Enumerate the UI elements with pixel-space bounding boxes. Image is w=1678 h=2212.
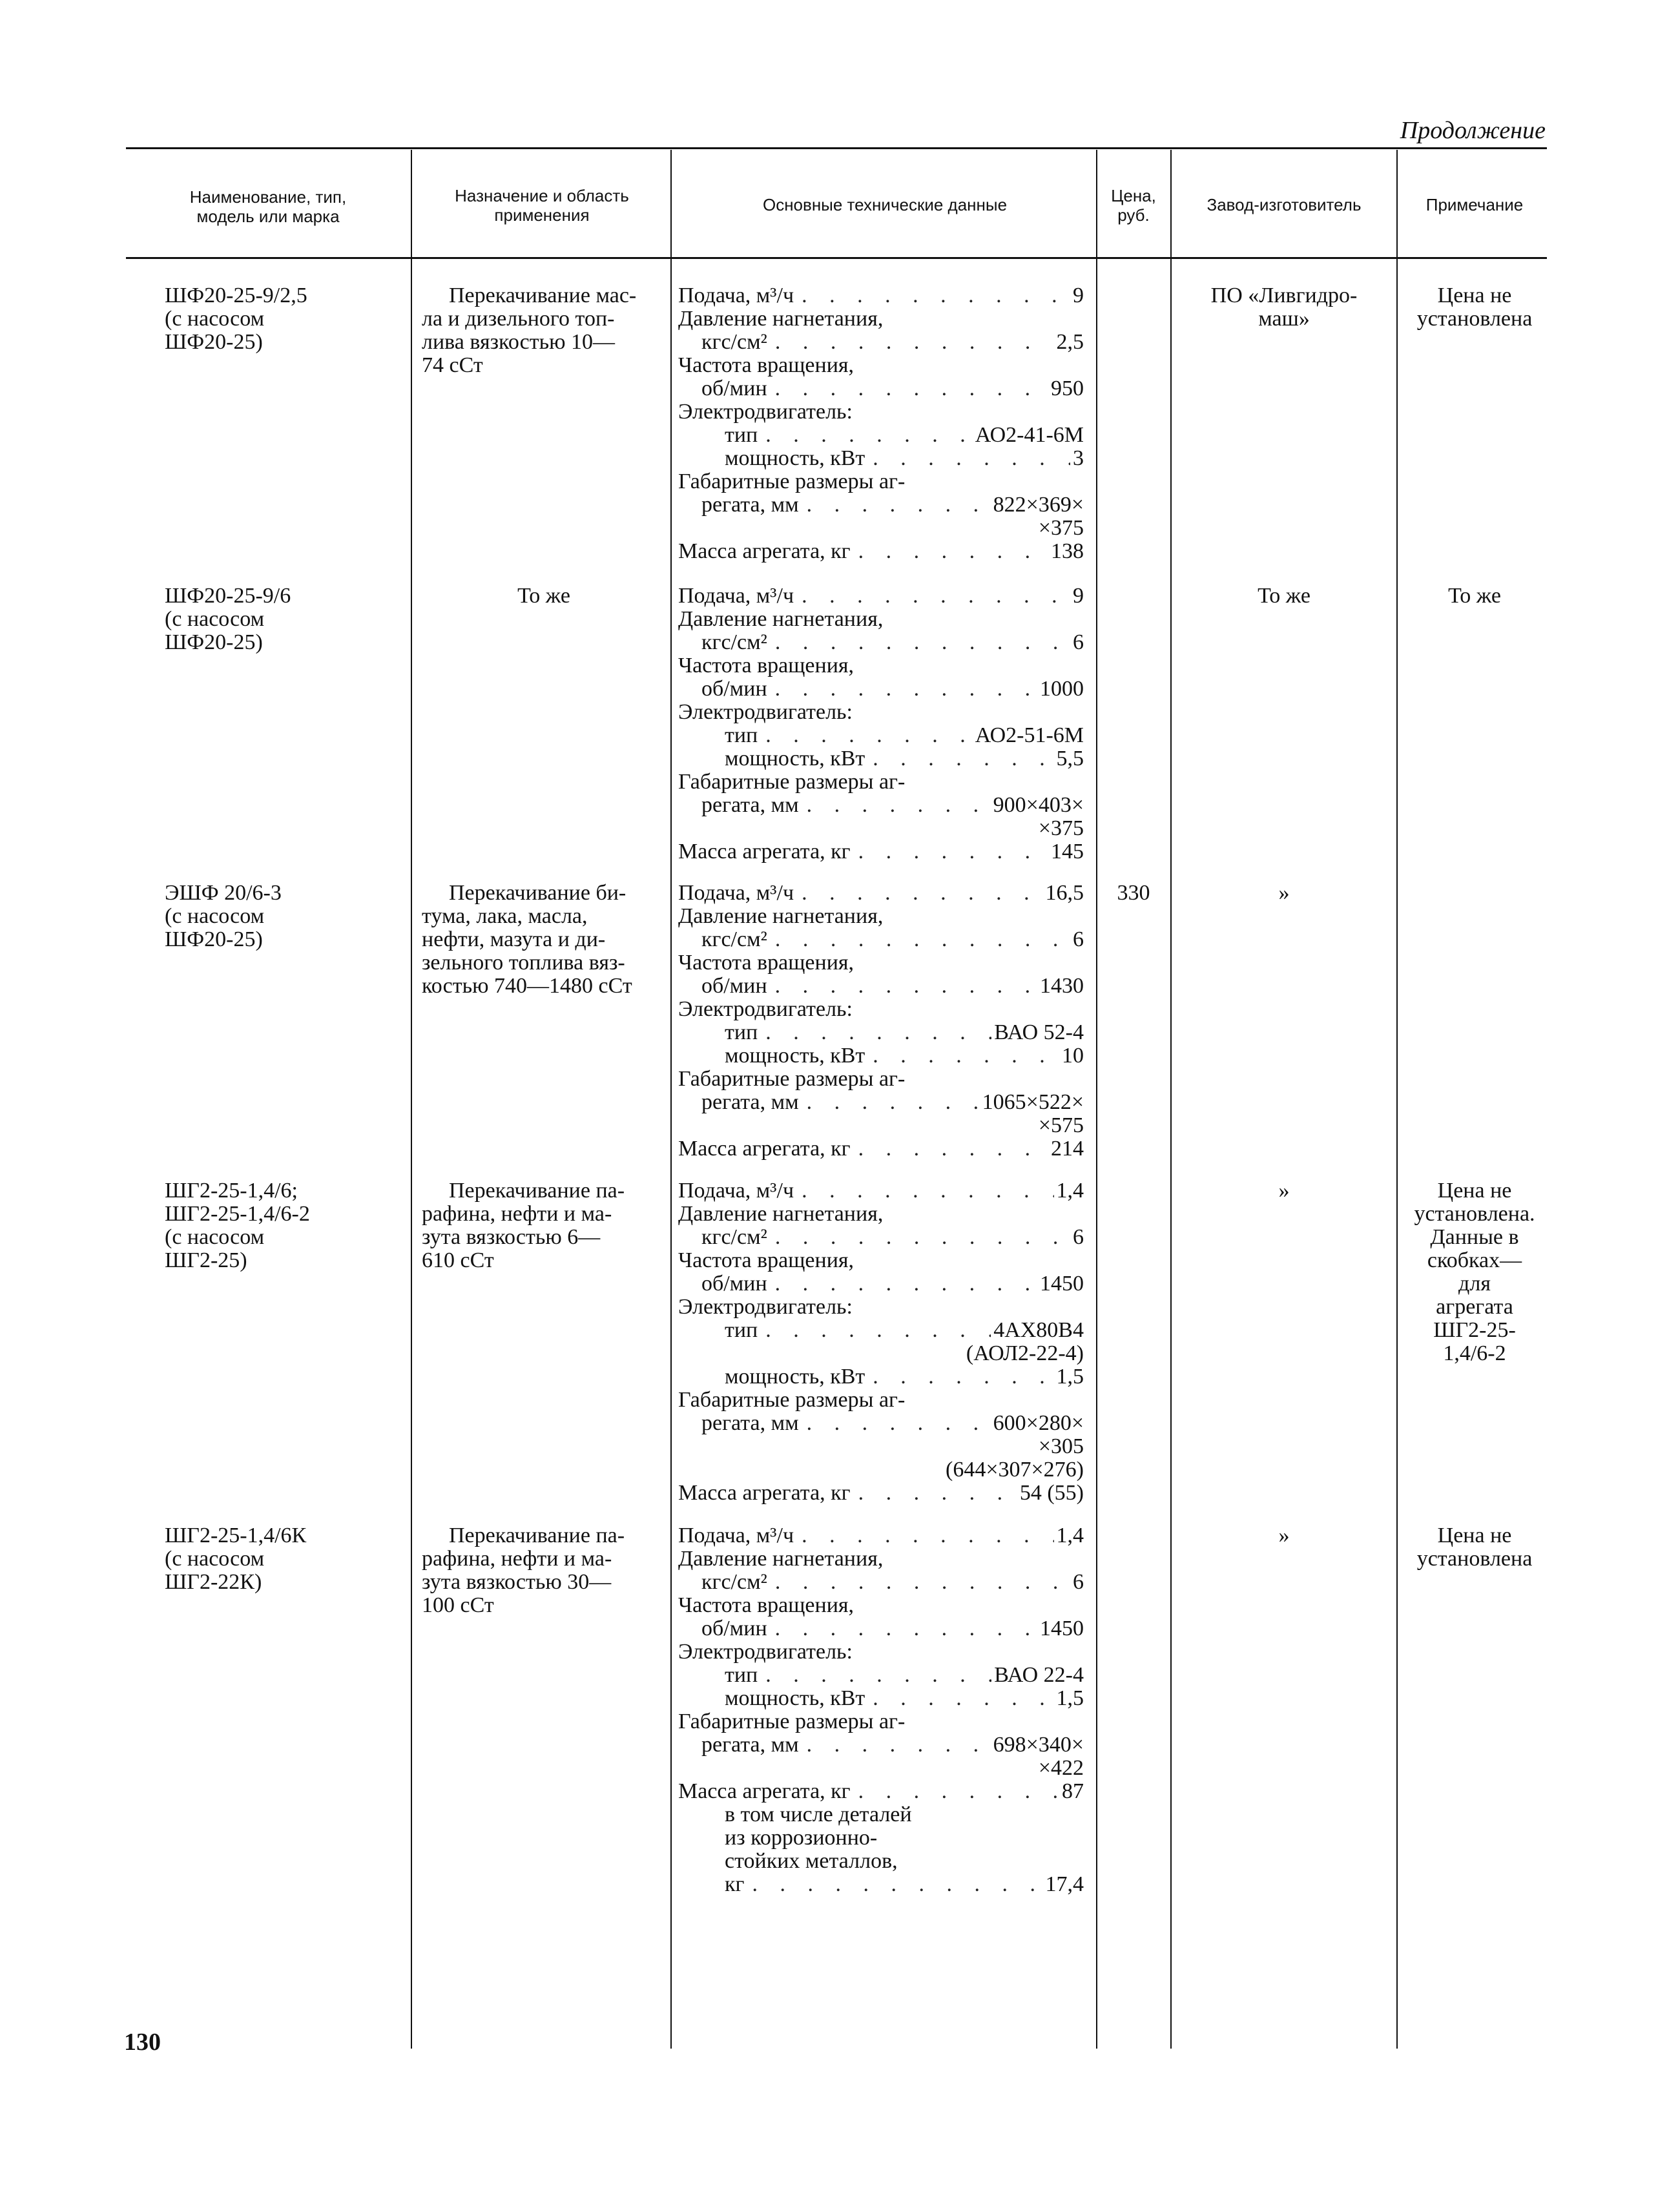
spec-value: 145 xyxy=(1051,840,1084,863)
spec-heading: Габаритные размеры аг- xyxy=(678,1710,906,1733)
manufacturer-line: » xyxy=(1278,1179,1290,1203)
header-rule xyxy=(126,257,1547,259)
spec-value: 698×340× xyxy=(993,1733,1084,1757)
spec-leader-dots xyxy=(799,493,991,517)
spec-row xyxy=(678,1571,1084,1594)
spec-row xyxy=(678,1524,1084,1547)
note-line: Данные в xyxy=(1430,1225,1519,1249)
spec-continuation: (644×307×276) xyxy=(946,1458,1084,1482)
spec-leader-dots xyxy=(767,1272,1037,1296)
spec-row xyxy=(678,631,1084,654)
spec-leader-dots xyxy=(767,631,1070,654)
spec-label: Подача, м³/ч xyxy=(678,584,794,608)
header-name-line: модель или марка xyxy=(196,207,340,226)
product-name-line: ШГ2-25) xyxy=(165,1248,247,1272)
purpose-line: рафина, нефти и ма- xyxy=(422,1202,612,1226)
spec-label: кг xyxy=(725,1872,745,1896)
header-purpose-line: применения xyxy=(494,205,590,225)
note-line: 1,4/6-2 xyxy=(1443,1341,1506,1365)
product-name-line: ЭШФ 20/6-3 xyxy=(165,881,282,905)
purpose-line: Перекачивание мас- xyxy=(449,284,637,307)
spec-leader-dots xyxy=(799,794,991,817)
spec-heading: Габаритные размеры аг- xyxy=(678,1388,906,1412)
purpose-line: зельного топлива вяз- xyxy=(422,951,625,975)
spec-value: 900×403× xyxy=(993,793,1084,817)
spec-row xyxy=(678,1780,1084,1803)
spec-leader-dots xyxy=(794,1524,1053,1547)
spec-leader-dots xyxy=(767,377,1048,400)
spec-row xyxy=(678,794,1084,817)
spec-leader-dots xyxy=(851,1780,1059,1803)
spec-value: 2,5 xyxy=(1056,330,1084,354)
spec-label: регата, мм xyxy=(701,1411,799,1435)
spec-label: Масса агрегата, кг xyxy=(678,1779,851,1803)
header-specs xyxy=(678,195,1092,214)
purpose-line: 100 сСт xyxy=(422,1593,494,1617)
note-line: То же xyxy=(1448,584,1501,608)
header-purpose xyxy=(417,186,667,225)
col-divider-4 xyxy=(1170,150,1172,2049)
spec-heading: Электродвигатель: xyxy=(678,1295,853,1319)
spec-value: 16,5 xyxy=(1045,881,1084,905)
spec-value: 1,5 xyxy=(1056,1686,1084,1710)
spec-label: регата, мм xyxy=(701,493,799,517)
spec-label: мощность, кВт xyxy=(725,1365,865,1389)
purpose-line: лива вязкостью 10— xyxy=(422,330,616,354)
spec-label: мощность, кВт xyxy=(725,1686,865,1710)
header-name-line: Наименование, тип, xyxy=(189,187,347,207)
spec-label: кгс/см² xyxy=(701,330,767,354)
spec-value: 17,4 xyxy=(1045,1872,1084,1896)
spec-leader-dots xyxy=(799,1412,991,1435)
spec-row xyxy=(678,584,1084,608)
spec-leader-dots xyxy=(767,928,1070,951)
col-divider-1 xyxy=(411,150,412,2049)
manufacturer xyxy=(1174,584,1394,608)
spec-row xyxy=(678,1412,1084,1435)
spec-heading: Давление нагнетания, xyxy=(678,904,884,928)
spec-leader-dots xyxy=(851,1482,1017,1505)
spec-label: мощность, кВт xyxy=(725,446,865,470)
note xyxy=(1400,284,1549,331)
spec-heading: Электродвигатель: xyxy=(678,700,853,724)
product-name-line: (с насосом xyxy=(165,1547,265,1571)
spec-label: об/мин xyxy=(701,1272,767,1296)
spec-label: мощность, кВт xyxy=(725,1044,865,1068)
spec-value: 138 xyxy=(1051,539,1084,563)
spec-label: регата, мм xyxy=(701,793,799,817)
spec-value: АО2-51-6М xyxy=(975,723,1084,747)
header-note xyxy=(1400,195,1549,214)
spec-leader-dots xyxy=(758,724,972,747)
spec-leader-dots xyxy=(767,1571,1070,1594)
spec-heading: Давление нагнетания, xyxy=(678,1202,884,1226)
note-line: ШГ2-25- xyxy=(1433,1318,1516,1342)
header-name xyxy=(129,187,407,226)
spec-leader-dots xyxy=(851,840,1048,863)
spec-value: ВАО 22-4 xyxy=(994,1663,1084,1687)
purpose xyxy=(422,284,666,377)
spec-leader-dots xyxy=(851,1137,1048,1161)
specs xyxy=(678,1524,1092,1896)
spec-continuation: ×375 xyxy=(1038,816,1084,840)
spec-value: 1065×522× xyxy=(982,1090,1084,1114)
purpose-line: зута вязкостью 30— xyxy=(422,1570,612,1594)
spec-row xyxy=(678,377,1084,400)
manufacturer-line: » xyxy=(1278,881,1290,905)
spec-leader-dots xyxy=(865,747,1053,770)
spec-label: об/мин xyxy=(701,677,767,701)
spec-row xyxy=(678,284,1084,307)
note-line: установлена xyxy=(1416,307,1533,331)
spec-value: 6 xyxy=(1073,927,1084,951)
spec-label: об/мин xyxy=(701,974,767,998)
spec-value: 3 xyxy=(1073,446,1084,470)
product-name-line: ШГ2-25-1,4/6; xyxy=(165,1179,298,1203)
spec-continuation: ×375 xyxy=(1038,516,1084,540)
spec-value: 5,5 xyxy=(1056,747,1084,770)
spec-continuation: ×575 xyxy=(1038,1113,1084,1137)
manufacturer-line: То же xyxy=(1258,584,1310,608)
top-rule xyxy=(126,147,1547,149)
spec-row xyxy=(678,1272,1084,1296)
spec-leader-dots xyxy=(794,1179,1053,1203)
note-line: Цена не xyxy=(1437,1179,1512,1203)
spec-label: тип xyxy=(725,423,758,447)
spec-row xyxy=(678,882,1084,905)
manufacturer xyxy=(1174,284,1394,331)
spec-row xyxy=(678,747,1084,770)
spec-heading: Электродвигатель: xyxy=(678,997,853,1021)
spec-value: 6 xyxy=(1073,630,1084,654)
spec-continuation: (АОЛ2-22-4) xyxy=(966,1341,1084,1365)
spec-value: 1,5 xyxy=(1056,1365,1084,1389)
product-name-line: ШФ20-25) xyxy=(165,630,263,654)
product-name-line: ШФ20-25) xyxy=(165,330,263,354)
spec-heading: Частота вращения, xyxy=(678,654,855,677)
spec-label: Масса агрегата, кг xyxy=(678,1481,851,1505)
spec-label: тип xyxy=(725,723,758,747)
spec-value: 54 (55) xyxy=(1019,1481,1084,1505)
spec-row xyxy=(678,1137,1084,1161)
note-line: для xyxy=(1458,1272,1491,1296)
purpose-line: рафина, нефти и ма- xyxy=(422,1547,612,1571)
product-name-line: ШФ20-25-9/2,5 xyxy=(165,284,307,307)
spec-leader-dots xyxy=(767,975,1037,998)
spec-row xyxy=(678,724,1084,747)
product-name-line: (с насосом xyxy=(165,307,265,331)
spec-heading: Частота вращения, xyxy=(678,951,855,975)
header-price-line: Цена, xyxy=(1111,186,1156,205)
spec-row xyxy=(678,424,1084,447)
spec-value: 87 xyxy=(1062,1779,1084,1803)
spec-leader-dots xyxy=(767,1617,1037,1640)
spec-leader-dots xyxy=(758,424,972,447)
col-divider-3 xyxy=(1096,150,1097,2049)
spec-value: 1450 xyxy=(1040,1272,1084,1296)
spec-label: тип xyxy=(725,1020,758,1044)
spec-leader-dots xyxy=(794,284,1070,307)
spec-row xyxy=(678,1319,1084,1342)
spec-heading: Частота вращения, xyxy=(678,1248,855,1272)
spec-value: 10 xyxy=(1062,1044,1084,1068)
spec-continuation: ×305 xyxy=(1038,1434,1084,1458)
spec-label: мощность, кВт xyxy=(725,747,865,770)
spec-heading: из коррозионно- xyxy=(725,1826,878,1850)
spec-label: кгс/см² xyxy=(701,1225,767,1249)
spec-leader-dots xyxy=(865,1687,1053,1710)
spec-continuation: ×422 xyxy=(1038,1756,1084,1780)
spec-row xyxy=(678,1482,1084,1505)
purpose xyxy=(422,1524,666,1617)
spec-label: Масса агрегата, кг xyxy=(678,539,851,563)
spec-label: Подача, м³/ч xyxy=(678,284,794,307)
manufacturer xyxy=(1174,1179,1394,1203)
spec-leader-dots xyxy=(865,447,1070,470)
purpose-line: костью 740—1480 сСт xyxy=(422,974,632,998)
spec-heading: Электродвигатель: xyxy=(678,1640,853,1664)
spec-row xyxy=(678,540,1084,563)
col-divider-2 xyxy=(670,150,672,2049)
spec-value: АО2-41-6М xyxy=(975,423,1084,447)
spec-value: 4АХ80В4 xyxy=(993,1318,1084,1342)
spec-label: кгс/см² xyxy=(701,630,767,654)
manufacturer-line: ПО «Ливгидро- xyxy=(1210,284,1358,307)
spec-leader-dots xyxy=(767,677,1037,701)
spec-value: 600×280× xyxy=(993,1411,1084,1435)
purpose xyxy=(422,584,666,608)
purpose-line: Перекачивание би- xyxy=(449,881,627,905)
spec-leader-dots xyxy=(744,1873,1042,1896)
note-line: Цена не xyxy=(1437,1524,1512,1547)
spec-row xyxy=(678,493,1084,517)
spec-leader-dots xyxy=(767,1226,1070,1249)
spec-heading: Давление нагнетания, xyxy=(678,607,884,631)
product-name xyxy=(165,1179,407,1272)
note xyxy=(1400,584,1549,608)
spec-value: 9 xyxy=(1073,284,1084,307)
spec-leader-dots xyxy=(865,1044,1059,1068)
purpose-line: 74 сСт xyxy=(422,353,483,377)
spec-row xyxy=(678,447,1084,470)
product-name-line: ШФ20-25) xyxy=(165,927,263,951)
spec-leader-dots xyxy=(851,540,1048,563)
spec-heading: в том числе деталей xyxy=(725,1803,912,1826)
spec-label: тип xyxy=(725,1663,758,1687)
note-line: установлена. xyxy=(1414,1202,1535,1226)
manufacturer-line: » xyxy=(1278,1524,1290,1547)
spec-leader-dots xyxy=(758,1319,991,1342)
spec-label: Подача, м³/ч xyxy=(678,1179,794,1203)
spec-value: 9 xyxy=(1073,584,1084,608)
spec-value: 1,4 xyxy=(1056,1179,1084,1203)
specs xyxy=(678,882,1092,1161)
header-purpose-line: Назначение и область xyxy=(455,186,629,205)
spec-row xyxy=(678,1226,1084,1249)
spec-leader-dots xyxy=(758,1664,991,1687)
spec-leader-dots xyxy=(865,1365,1053,1389)
spec-row xyxy=(678,1687,1084,1710)
spec-row xyxy=(678,331,1084,354)
spec-heading: Давление нагнетания, xyxy=(678,1547,884,1571)
note-line: агрегата xyxy=(1436,1295,1513,1319)
manufacturer xyxy=(1174,882,1394,905)
spec-label: Подача, м³/ч xyxy=(678,881,794,905)
note-line: Цена не xyxy=(1437,284,1512,307)
purpose-line: 610 сСт xyxy=(422,1248,494,1272)
purpose-line: Перекачивание па- xyxy=(449,1524,625,1547)
purpose-line: То же xyxy=(517,584,570,608)
spec-label: тип xyxy=(725,1318,758,1342)
spec-value: 1430 xyxy=(1040,974,1084,998)
spec-value: 822×369× xyxy=(993,493,1084,517)
purpose-line: нефти, мазута и ди- xyxy=(422,927,606,951)
spec-value: 950 xyxy=(1051,377,1084,400)
spec-row xyxy=(678,1733,1084,1757)
spec-value: 1000 xyxy=(1040,677,1084,701)
spec-row xyxy=(678,1179,1084,1203)
header-specs-line: Основные технические данные xyxy=(762,195,1008,214)
spec-label: об/мин xyxy=(701,377,767,400)
product-name-line: (с насосом xyxy=(165,1225,265,1249)
product-name-line: ШФ20-25-9/6 xyxy=(165,584,291,608)
product-name xyxy=(165,284,407,354)
spec-value: ВАО 52-4 xyxy=(994,1020,1084,1044)
spec-value: 1450 xyxy=(1040,1617,1084,1640)
purpose-line: тума, лака, масла, xyxy=(422,904,588,928)
spec-label: об/мин xyxy=(701,1617,767,1640)
spec-leader-dots xyxy=(758,1021,991,1044)
spec-row xyxy=(678,1617,1084,1640)
note-line: скобках— xyxy=(1427,1248,1522,1272)
header-maker-line: Завод-изготовитель xyxy=(1207,195,1362,214)
spec-row xyxy=(678,1873,1084,1896)
product-name xyxy=(165,882,407,951)
spec-heading: Габаритные размеры аг- xyxy=(678,1067,906,1091)
purpose-line: зута вязкостью 6— xyxy=(422,1225,601,1249)
spec-value: 6 xyxy=(1073,1570,1084,1594)
purpose-line: ла и дизельного топ- xyxy=(422,307,615,331)
spec-leader-dots xyxy=(794,584,1070,608)
spec-row xyxy=(678,1664,1084,1687)
header-price-line: руб. xyxy=(1117,205,1150,225)
spec-heading: Частота вращения, xyxy=(678,1593,855,1617)
spec-value: 6 xyxy=(1073,1225,1084,1249)
spec-row xyxy=(678,1091,1084,1114)
spec-row xyxy=(678,1044,1084,1068)
spec-value: 214 xyxy=(1051,1137,1084,1161)
col-divider-5 xyxy=(1396,150,1398,2049)
spec-heading: Давление нагнетания, xyxy=(678,307,884,331)
product-name-line: (с насосом xyxy=(165,607,265,631)
product-name-line: ШГ2-25-1,4/6К xyxy=(165,1524,307,1547)
specs xyxy=(678,284,1092,563)
note-line: установлена xyxy=(1416,1547,1533,1571)
note xyxy=(1400,1179,1549,1365)
specs xyxy=(678,1179,1092,1505)
continuation-label: Продолжение xyxy=(1400,117,1546,144)
spec-value: 1,4 xyxy=(1056,1524,1084,1547)
purpose-line: Перекачивание па- xyxy=(449,1179,625,1203)
note xyxy=(1400,1524,1549,1571)
spec-row xyxy=(678,1365,1084,1389)
specs xyxy=(678,584,1092,863)
manufacturer xyxy=(1174,1524,1394,1547)
spec-heading: стойких металлов, xyxy=(725,1849,898,1873)
header-price xyxy=(1098,186,1169,225)
spec-leader-dots xyxy=(799,1733,991,1757)
spec-heading: Габаритные размеры аг- xyxy=(678,770,906,794)
spec-leader-dots xyxy=(794,882,1042,905)
spec-label: Масса агрегата, кг xyxy=(678,840,851,863)
spec-label: кгс/см² xyxy=(701,927,767,951)
product-name-line: ШГ2-22К) xyxy=(165,1570,262,1594)
product-name xyxy=(165,1524,407,1594)
spec-heading: Электродвигатель: xyxy=(678,400,853,424)
spec-row xyxy=(678,975,1084,998)
product-name xyxy=(165,584,407,654)
spec-label: кгс/см² xyxy=(701,1570,767,1594)
header-note-line: Примечание xyxy=(1425,195,1524,214)
spec-label: регата, мм xyxy=(701,1733,799,1757)
purpose xyxy=(422,1179,666,1272)
spec-heading: Частота вращения, xyxy=(678,353,855,377)
header-maker xyxy=(1174,195,1394,214)
spec-row xyxy=(678,928,1084,951)
spec-row xyxy=(678,840,1084,863)
spec-row xyxy=(678,677,1084,701)
spec-label: регата, мм xyxy=(701,1090,799,1114)
page-number: 130 xyxy=(124,2029,161,2056)
spec-heading: Габаритные размеры аг- xyxy=(678,470,906,493)
spec-leader-dots xyxy=(799,1091,980,1114)
spec-row xyxy=(678,1021,1084,1044)
spec-leader-dots xyxy=(767,331,1054,354)
product-name-line: (с насосом xyxy=(165,904,265,928)
manufacturer-line: маш» xyxy=(1258,307,1310,331)
price: 330 xyxy=(1117,881,1150,905)
product-name-line: ШГ2-25-1,4/6-2 xyxy=(165,1202,310,1226)
purpose xyxy=(422,882,666,998)
spec-label: Подача, м³/ч xyxy=(678,1524,794,1547)
spec-label: Масса агрегата, кг xyxy=(678,1137,851,1161)
